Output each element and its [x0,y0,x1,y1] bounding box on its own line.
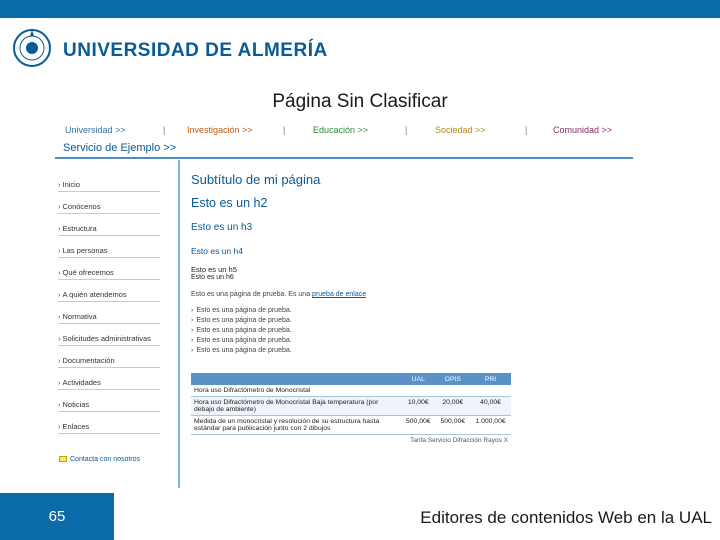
list-item: › Esto es una página de prueba. [191,327,292,334]
table-caption-row [191,435,511,447]
mail-icon [59,456,67,462]
list-item: › Esto es una página de prueba. [191,347,292,354]
table-header: OPIS [436,373,471,385]
sidebar-item[interactable]: › Conócenos [58,202,160,214]
table-cell: 500,00€ [401,416,436,435]
bullet-list [191,307,292,357]
table-header: PRI [470,373,511,385]
nav-comunidad[interactable]: Comunidad >> [553,125,613,135]
table-row [191,397,511,416]
top-accent-bar [0,0,720,18]
sidebar-item[interactable]: › Qué ofrecemos [58,268,160,280]
nav-sociedad[interactable]: Sociedad >> [435,125,486,135]
heading-h2: Esto es un h2 [191,196,268,210]
table-cell: 500,00€ [436,416,471,435]
university-seal-icon [12,26,52,70]
sidebar-item[interactable]: › Actividades [58,378,160,390]
heading-h1: Subtítulo de mi página [191,172,321,187]
paragraph: Esto es una página de prueba. Es una prueba de enlace [191,291,367,298]
table-cell: Medida de un monocristal y resolución de su estructura hasta estándar para publicación junto con 2 dibujos [191,416,401,435]
table-row [191,416,511,435]
top-navigation: Universidad >> | Investigación >> | Educación >> | Sociedad >> | Comunidad >> [65,125,613,135]
table-cell: 10,00€ [401,397,436,416]
table-cell: 20,00€ [436,397,471,416]
main-content [191,160,631,488]
sidebar [55,160,180,488]
table-header-row [191,373,511,385]
table-cell [470,385,511,397]
table-header: UAL [401,373,436,385]
table-cell: Hora uso Difractómetro de Monocristal [191,385,401,397]
list-item: › Esto es una página de prueba. [191,337,292,344]
heading-h5: Esto es un h5 [191,265,237,274]
list-item: › Esto es una página de prueba. [191,317,292,324]
service-divider [55,157,633,159]
heading-h4: Esto es un h4 [191,246,243,256]
list-item: › Esto es una página de prueba. [191,307,292,314]
contact-link[interactable]: Contacta con nosotros [59,456,140,463]
table-cell: Hora uso Difractómetro de Monocristal Baja temperatura (por debajo de ambiente) [191,397,401,416]
table-header [191,373,401,385]
heading-h3: Esto es un h3 [191,222,253,233]
table-cell [436,385,471,397]
sidebar-item[interactable]: › Normativa [58,312,160,324]
nav-investigacion[interactable]: Investigación >> [187,125,253,135]
service-title[interactable]: Servicio de Ejemplo >> [63,142,177,154]
sidebar-item[interactable]: › Solicitudes administrativas [58,334,160,346]
sidebar-item[interactable]: › Inicio [58,180,160,192]
university-name: UNIVERSIDAD DE ALMERÍA [63,40,328,61]
table-cell [401,385,436,397]
table-cell: 1.000,00€ [470,416,511,435]
rates-table [191,373,511,446]
sidebar-item[interactable]: › Documentación [58,356,160,368]
table-caption: Tarifa Servicio Difracción Rayos X [410,437,508,444]
heading-h6: Esto es un h6 [191,274,234,281]
sidebar-item[interactable]: › Las personas [58,246,160,258]
sidebar-item[interactable]: › Estructura [58,224,160,236]
sidebar-item[interactable]: › Enlaces [58,422,160,434]
test-link[interactable]: prueba de enlace [312,291,367,298]
page-number: 65 [48,508,66,525]
table-cell: 40,00€ [470,397,511,416]
sidebar-item[interactable]: › Noticias [58,400,160,412]
table-row [191,385,511,397]
slide-title: Página Sin Clasificar [272,91,448,112]
footer-text: Editores de contenidos Web en la UAL [420,508,712,527]
sidebar-item[interactable]: › A quién atendemos [58,290,160,302]
nav-educacion[interactable]: Educación >> [313,125,369,135]
nav-universidad[interactable]: Universidad >> [65,125,126,135]
embedded-page-screenshot [55,120,633,488]
